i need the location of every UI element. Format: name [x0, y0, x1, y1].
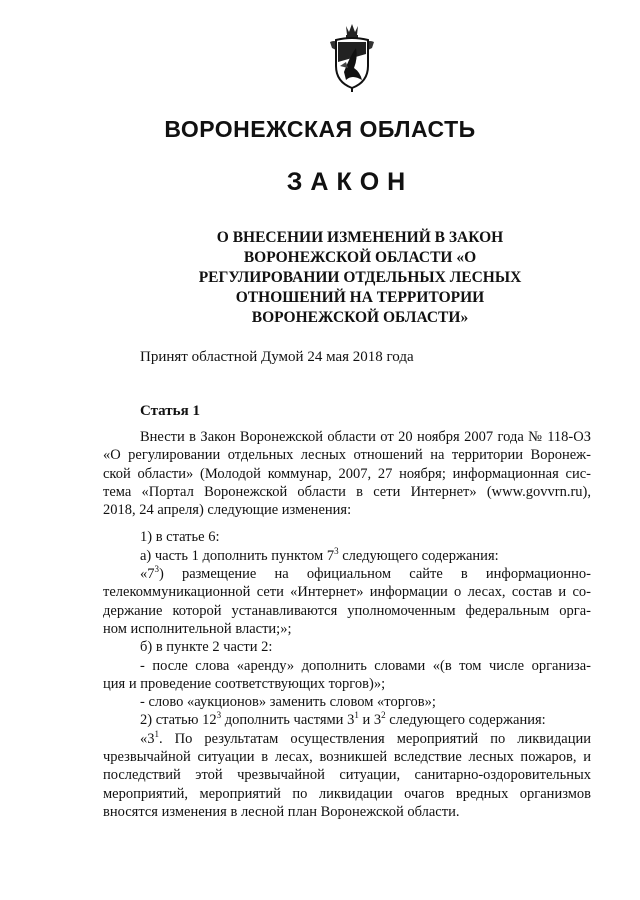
- item-2: 2) статью $12^3$ дополнить частями $3^1$ и $3^2$ следующего содержания:: [140, 710, 546, 729]
- law-title-line: ОТНОШЕНИЙ НА ТЕРРИТОРИИ: [235, 289, 485, 306]
- point-7-3-line: держание которой устанавливаются уполномоченным федеральным орга-: [103, 602, 591, 619]
- coat-of-arms-icon: [326, 22, 378, 92]
- item-1: 1) в статье 6:: [140, 529, 220, 546]
- intro-line: ской области» (Молодой коммунар, 2007, 27 ноября; информационная сис-: [103, 465, 591, 482]
- point-7-3-line: ном исполнительной власти;»;: [103, 620, 292, 637]
- dash-item: - слово «аукционов» заменить словом «торгов»;: [140, 694, 436, 711]
- item-1a: а) часть 1 дополнить пунктом $7^3$ следующего содержания:: [140, 545, 499, 564]
- document-type: ЗАКОН: [286, 168, 414, 196]
- point-7-3-line: телекоммуникационной сети «Интернет» информации о лесах, состав и со-: [103, 584, 591, 601]
- part-3-1-line: вносятся изменения в лесной план Воронежской области.: [103, 803, 460, 820]
- region-name: ВОРОНЕЖСКАЯ ОБЛАСТЬ: [164, 116, 476, 142]
- adoption-date: Принят областной Думой 24 мая 2018 года: [140, 349, 414, 365]
- article-body: [103, 428, 591, 821]
- intro-line: 2018, 24 апреля) следующие изменения:: [103, 502, 352, 519]
- dash-item: - после слова «аренду» дополнить словами «(в том числе организа-: [140, 657, 591, 674]
- part-3-1-line: последствий этой чрезвычайной ситуации, санитарно-оздоровительных: [103, 767, 591, 784]
- intro-line: тема «Портал Воронежской области в сети Интернет» (www.govvrn.ru),: [103, 483, 591, 500]
- part-3-1-line: «$3^1$. По результатам осуществления мероприятий по ликвидации: [140, 728, 591, 747]
- law-title-line: ВОРОНЕЖСКОЙ ОБЛАСТИ «О: [243, 249, 477, 266]
- intro-line: Внести в Закон Воронежской области от 20 ноября 2007 года № 118-ОЗ: [140, 429, 591, 445]
- part-3-1-line: мероприятий, мероприятий по ликвидации очагов вредных организмов: [103, 785, 591, 802]
- law-title: [170, 228, 550, 328]
- part-3-1-line: чрезвычайной ситуации в лесах, возникшей вследствие лесных пожаров, и: [103, 749, 591, 766]
- article-heading: Статья 1: [140, 403, 200, 419]
- intro-line: «О регулировании отдельных лесных отношений на территории Воронеж-: [103, 447, 591, 464]
- law-title-line: РЕГУЛИРОВАНИИ ОТДЕЛЬНЫХ ЛЕСНЫХ: [198, 269, 522, 286]
- dash-item-cont: ция и проведение соответствующих торгов)»;: [103, 675, 386, 692]
- item-1b: б) в пункте 2 части 2:: [140, 639, 273, 656]
- law-title-line: ВОРОНЕЖСКОЙ ОБЛАСТИ»: [251, 309, 469, 326]
- point-7-3-line: «$7^3$) размещение на официальном сайте в информационно-: [140, 564, 591, 583]
- law-title-line: О ВНЕСЕНИИ ИЗМЕНЕНИЙ В ЗАКОН: [216, 229, 504, 246]
